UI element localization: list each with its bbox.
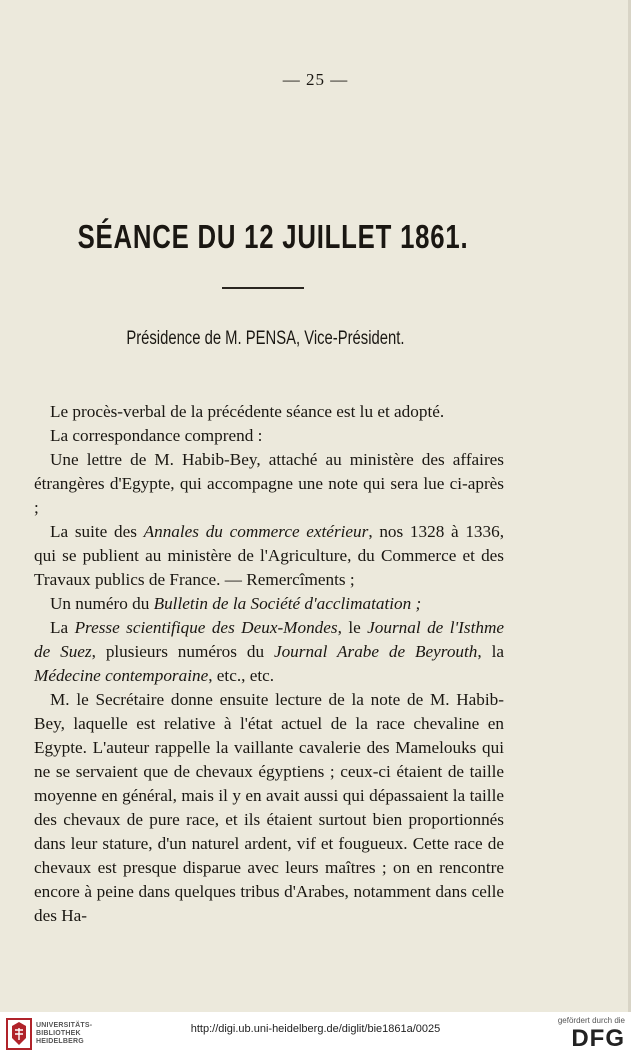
minutes-text: [34, 400, 504, 928]
funder-label: gefördert durch die: [557, 1016, 625, 1025]
text-run: , nos 1328 à 1336, qui se publient au ministère de l'Agriculture, du Commerce et des Travaux publics de France. — Remercîments ;: [34, 522, 504, 589]
paragraph: [34, 592, 504, 616]
page-number: — 25 —: [282, 70, 349, 89]
italic-title-run: Presse scientifique des Deux-Mondes: [74, 618, 338, 637]
paragraph: [34, 424, 504, 448]
library-name: UNIVERSITÄTS- BIBLIOTHEK HEIDELBERG: [36, 1022, 93, 1045]
text-run: La suite des: [50, 522, 144, 541]
italic-title-run: Bulletin de la Société d'acclimatation ;: [153, 594, 422, 613]
title-divider: [222, 287, 304, 289]
text-run: , etc., etc.: [208, 666, 275, 685]
paragraph: [34, 520, 504, 592]
text-run: M. le Secrétaire donne ensuite lecture de la note de M. Habib-Bey, laquelle est relative à l'état actuel de la race chevaline en Egypte. L'auteur rappelle la vaillante cavalerie des Mamelouks qui ne se servaient que de chevaux égyptiens ; ceux-ci étaient de taille moyenne en général, mais il y en avait aussi qui dépassaient la taille des chevaux de pure race, et ils étaient surtout bien proportionnés dans leur stature, d'un naturel ardent, vif et fougueux. Cette race de chevaux est presque disparue avec leurs maîtres ; on en rencontre encore à peine dans quelques tribus d'Arabes, notamment dans celle des Ha-: [34, 690, 504, 925]
text-run: Le procès-verbal de la précédente séance est lu et adopté.: [50, 402, 445, 421]
italic-title-run: Annales du commerce extérieur: [143, 522, 369, 541]
italic-title-run: Médecine contemporaine: [34, 666, 209, 685]
paragraph: [34, 448, 504, 520]
italic-title-run: Journal Arabe de Beyrouth: [273, 642, 478, 661]
session-title: SÉANCE DU 12 JUILLET 1861.: [77, 218, 469, 255]
text-run: , plusieurs numéros du: [91, 642, 274, 661]
presidency-subtitle: Présidence de M. PENSA, Vice-Président.: [126, 328, 405, 349]
paragraph: [34, 688, 504, 928]
paragraph: [34, 400, 504, 424]
italic-title-run: Journal de l'Isthme de Suez: [34, 618, 504, 661]
paragraph: [34, 616, 504, 688]
text-run: , la: [477, 642, 504, 661]
text-run: Un numéro du: [50, 594, 154, 613]
text-run: Une lettre de M. Habib-Bey, attaché au ministère des affaires étrangères d'Egypte, qui accompagne une note qui sera lue ci-après ;: [34, 450, 504, 517]
digital-copy-url[interactable]: http://digi.ub.uni-heidelberg.de/diglit/bie1861a/0025: [190, 1023, 441, 1035]
text-run: , le: [337, 618, 368, 637]
text-run: La: [50, 618, 75, 637]
text-run: La correspondance comprend :: [50, 426, 263, 445]
dfg-logo: DFG: [571, 1025, 625, 1052]
footer-bar: [0, 1012, 631, 1055]
